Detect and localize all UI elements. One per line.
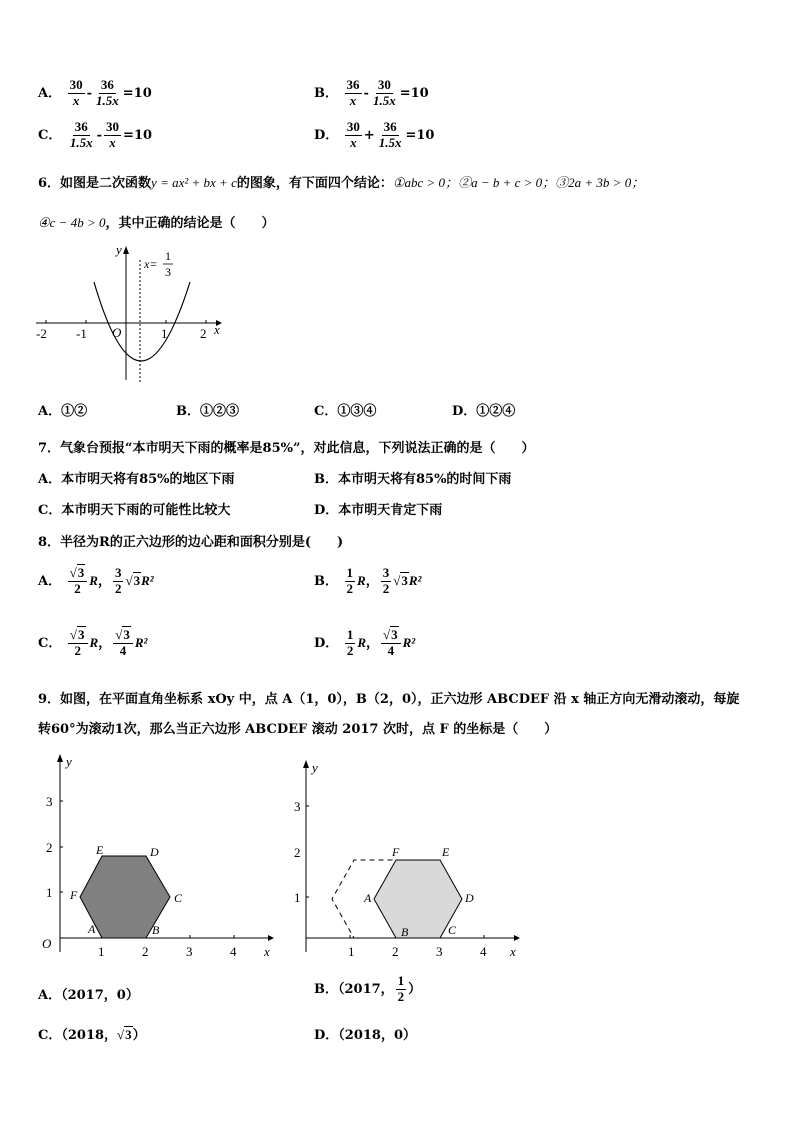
q8-option-a: A． $\frac{√3}{2}$ R， $\frac{3}{2}$ √3R² (38, 565, 154, 596)
svg-text:E: E (96, 843, 104, 857)
q8-option-c: C． $\frac{√3}{2}$ R， $\frac{√3}{4}$ R² (38, 627, 148, 658)
svg-text:3: 3 (186, 944, 193, 959)
q9-stem-line2: 转60°为滚动1次，那么当正六边形 ABCDEF 滚动 2017 次时，点 F 的坐标是（ ） (38, 722, 558, 737)
svg-text:3: 3 (165, 265, 171, 279)
q6-option-c: C．①③④ (314, 404, 377, 419)
fraction: $\frac{36}{1.5x}$ (96, 77, 119, 108)
svg-text:D: D (465, 891, 474, 905)
svg-text:3: 3 (436, 944, 443, 959)
q7-option-d: D．本市明天肯定下雨 (314, 503, 443, 518)
q6-option-a: A．①② (38, 404, 88, 419)
svg-text:B: B (152, 923, 160, 937)
svg-text:1: 1 (348, 944, 355, 959)
svg-text:x: x (510, 944, 516, 959)
q9-option-a: A．（2017，0） (38, 988, 139, 1003)
svg-text:x: x (264, 944, 270, 959)
hexagon-figure-1 (38, 752, 278, 967)
svg-text:2: 2 (46, 840, 53, 855)
option-letter: A． (38, 85, 62, 101)
svg-text:2: 2 (294, 845, 301, 860)
svg-text:1: 1 (46, 885, 53, 900)
q8-stem: 8．半径为R的正六边形的边心距和面积分别是( ) (38, 535, 344, 550)
q9-option-c: C．（2018，√3） (38, 1027, 146, 1043)
svg-text:D: D (150, 845, 159, 859)
fraction: $\frac{30}{x}$ (69, 77, 83, 108)
q9-option-b: B．（2017， $\frac{1}{2}$ ） (314, 973, 422, 1004)
svg-text:C: C (448, 923, 457, 937)
svg-text:O: O (42, 936, 52, 951)
svg-text:1: 1 (165, 249, 171, 263)
q9-option-d: D．（2018，0） (314, 1028, 417, 1043)
tick-label: -1 (76, 326, 87, 341)
q7-option-c: C．本市明天下雨的可能性比较大 (38, 503, 231, 518)
q5-option-c: C． $\frac{36}{1.5x}$ - $\frac{30}{x}$ =10 (38, 119, 153, 150)
q6-option-b: B．①②③ (176, 404, 239, 419)
parabola-graph (30, 240, 230, 390)
svg-text:B: B (401, 925, 409, 939)
q5-option-b: B． $\frac{36}{x}$ - $\frac{30}{1.5x}$ =10 (314, 77, 429, 108)
svg-text:E: E (442, 845, 450, 859)
q5-option-a: A． $\frac{30}{x}$ - $\frac{36}{1.5x}$ =10 (38, 77, 152, 108)
svg-text:4: 4 (480, 944, 487, 959)
svg-text:4: 4 (230, 944, 237, 959)
q8-option-d: D． $\frac{1}{2}$ R， $\frac{√3}{4}$ R² (314, 627, 416, 658)
hexagon-figure-2 (288, 752, 528, 967)
symmetry-label: x= (144, 257, 158, 271)
q7-option-b: B．本市明天将有85%的时间下雨 (314, 472, 512, 487)
x-axis-label: x (214, 322, 220, 337)
svg-text:F: F (392, 845, 400, 859)
svg-text:3: 3 (294, 799, 301, 814)
svg-text:y: y (66, 754, 72, 769)
q5-option-d: D． $\frac{30}{x}$ + $\frac{36}{1.5x}$ =10 (314, 119, 435, 150)
svg-text:1: 1 (98, 944, 105, 959)
q6-stem: 6．如图是二次函数y = ax² + bx + c的图象，有下面四个结论：①abc > 0；②a − b + c > 0；③2a + 3b > 0； (38, 175, 645, 191)
q6-option-d: D．①②④ (452, 404, 516, 419)
svg-text:C: C (174, 891, 183, 905)
svg-text:2: 2 (142, 944, 149, 959)
svg-text:y: y (312, 760, 318, 775)
q6-stem-2: ④c − 4b > 0，其中正确的结论是（ ） (38, 215, 275, 231)
svg-text:1: 1 (294, 890, 301, 905)
origin-label: O (112, 325, 122, 340)
q7-stem: 7．气象台预报“本市明天下雨的概率是85%”，对此信息，下列说法正确的是（ ） (38, 441, 535, 456)
svg-text:3: 3 (46, 794, 53, 809)
y-axis-label: y (116, 242, 122, 257)
tick-label: -2 (36, 326, 47, 341)
tick-label: 1 (161, 326, 168, 341)
svg-text:A: A (88, 922, 96, 936)
q7-option-a: A．本市明天将有85%的地区下雨 (38, 472, 235, 487)
svg-text:F: F (70, 888, 78, 902)
svg-text:2: 2 (392, 944, 399, 959)
tick-label: 2 (200, 326, 207, 341)
q9-stem-line1: 9．如图，在平面直角坐标系 xOy 中，点 A（1，0），B（2，0），正六边形 ABCDEF 沿 x 轴正方向无滑动滚动，每旋 (38, 692, 740, 707)
svg-text:A: A (364, 891, 372, 905)
q8-option-b: B． $\frac{1}{2}$ R， $\frac{3}{2}$ √3R² (314, 565, 422, 596)
parabola-curve (94, 282, 190, 361)
